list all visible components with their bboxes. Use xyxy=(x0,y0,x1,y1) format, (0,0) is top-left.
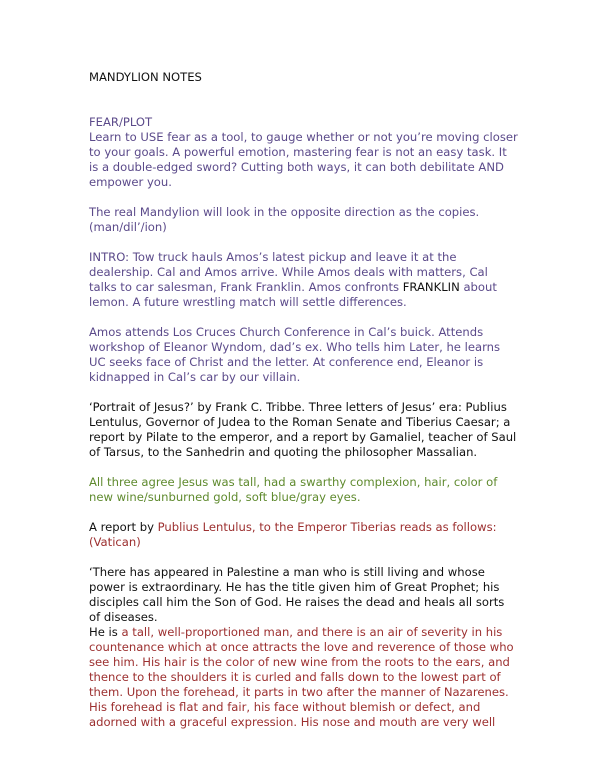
he-is-prefix: He is xyxy=(89,625,122,639)
fear-plot-paragraph: Learn to USE fear as a tool, to gauge whether or not you’re moving closer to your goals. A powerful emotion, mastering fear is not an easy task. It is a double-edged sword? Cutting both ways, it can both debilitate AND empower you. xyxy=(89,130,518,189)
report-red-text: Publius Lentulus, to the Emperor Tiberias reads as follows: (Vatican) xyxy=(89,520,497,549)
mandylion-paragraph: The real Mandylion will look in the opposite direction as the copies. (man/dil’/ion) xyxy=(89,205,480,234)
document-title: MANDYLION NOTES xyxy=(89,70,202,84)
intro-text-part2: about lemon. A future wrestling match will settle differences. xyxy=(89,280,497,309)
intro-text-part1: INTRO: Tow truck hauls Amos’s latest pickup and leave it at the dealership. Cal and Amos arrive. While Amos deals with matters, Cal talks to car salesman, Frank Franklin. Amos confronts xyxy=(89,250,488,294)
intro-franklin: FRANKLIN xyxy=(402,280,460,294)
document-body xyxy=(89,70,519,730)
amos-paragraph: Amos attends Los Cruces Church Conference in Cal’s buick. Attends workshop of Eleanor Wyndom, dad’s ex. Who tells him Later, he learns UC seeks face of Christ and the letter. At conference end, Eleanor is kidnapped in Cal’s car by our villain. xyxy=(89,325,501,384)
agree-paragraph: All three agree Jesus was tall, had a swarthy complexion, hair, color of new wine/sunburned gold, soft blue/gray eyes. xyxy=(89,475,498,504)
he-is-red-text: a tall, well-proportioned man, and there is an air of severity in his countenance which at once attracts the love and reverence of those who see him. His hair is the color of new wine from the roots to the ears, and thence to the shoulders it is curled and falls down to the lowest part of them. Upon the forehead, it parts in two after the manner of Nazarenes. xyxy=(89,625,514,699)
fear-plot-heading: FEAR/PLOT xyxy=(89,115,153,129)
report-prefix: A report by xyxy=(89,520,158,534)
quote-paragraph: ‘There has appeared in Palestine a man who is still living and whose power is extraordinary. He has the title given him of Great Prophet; his disciples call him the Son of God. He raises the dead and heals all sorts of diseases. xyxy=(89,565,505,624)
intro-paragraph xyxy=(89,250,519,310)
he-is-paragraph xyxy=(89,625,519,700)
forehead-paragraph: His forehead is flat and fair, his face without blemish or defect, and adorned with a graceful expression. His nose and mouth are very well xyxy=(89,700,496,729)
report-paragraph xyxy=(89,520,519,550)
portrait-paragraph: ‘Portrait of Jesus?’ by Frank C. Tribbe. Three letters of Jesus’ era: Publius Lentulus, Governor of Judea to the Roman Senate and Tiberius Caesar; a report by Pilate to the emperor, and a report by Gamaliel, teacher of Saul of Tarsus, to the Sanhedrin and quoting the philosopher Massalian. xyxy=(89,400,517,459)
